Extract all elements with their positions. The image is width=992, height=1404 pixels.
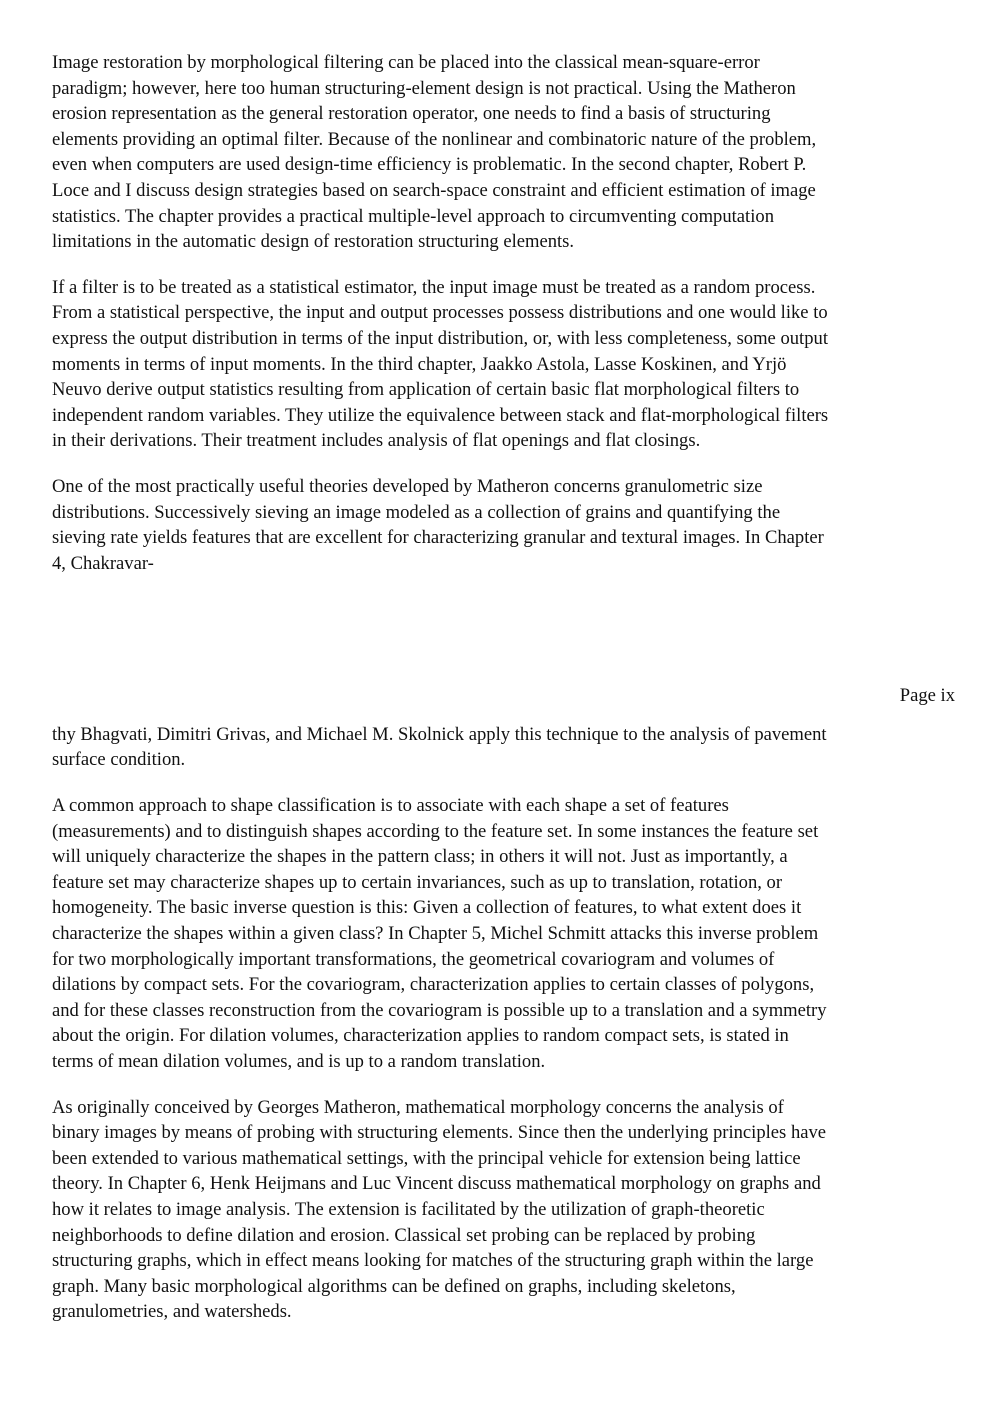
paragraph-graphs: As originally conceived by Georges Matheron, mathematical morphology concerns the analysis of binary images by means of probing with structuring elements. Since then the underlying principles have been extended to various mathematical settings, with the principal vehicle for extension being lattice theory. In Chapter 6, Henk Heijmans and Luc Vincent discuss mathematical morphology on graphs and how it relates to image analysis. The extension is facilitated by the utilization of graph-theoretic neighborhoods to define dilation and erosion. Classical set probing can be replaced by probing structuring graphs, which in effect means looking for matches of the structuring graph within the large graph. Many basic morphological algorithms can be defined on graphs, including skeletons, granulometries, and watersheds. (52, 1096, 827, 1323)
paragraph-shape-classification: A common approach to shape classification is to associate with each shape a set of features (measurements) and to distinguish shapes according to the feature set. In some instances the feature set will uniquely characterize the shapes in the pattern class; in others it will not. Just as importantly, a feature set may characterize shapes up to certain invariances, such as up to translation, rotation, or homogeneity. The basic inverse question is this: Given a collection of features, to what extent does it characterize the shapes within a given class? In Chapter 5, Michel Schmitt attacks this inverse problem for two morphologically important transformations, the geometrical covariogram and volumes of dilations by compact sets. For the covariogram, characterization applies to certain classes of polygons, and for these classes reconstruction from the covariogram is possible up to a translation and a symmetry about the origin. For dilation volumes, characterization applies to random compact sets, is stated in terms of mean dilation volumes, and is up to a random translation. (52, 795, 827, 1072)
document-page (52, 50, 955, 1345)
paragraph-restoration: Image restoration by morphological filtering can be placed into the classical mean-square-error paradigm; however, here too human structuring-element design is not practical. Using the Matheron erosion representation as the general restoration operator, one needs to find a basis of structuring elements providing an optimal filter. Because of the nonlinear and combinatoric nature of the problem, even when computers are used design-time efficiency is problematic. In the second chapter, Robert P. Loce and I discuss design strategies based on search-space constraint and efficient estimation of image statistics. The chapter provides a practical multiple-level approach to circumventing computation limitations in the automatic design of restoration structuring elements. (52, 52, 817, 253)
page-break-gap (52, 596, 952, 683)
paragraph-granulometric: One of the most practically useful theories developed by Matheron concerns granulometric size distributions. Successively sieving an image modeled as a collection of grains and quantifying the sieving rate yields features that are excellent for characterizing granular and textural images. In Chapter 4, Chakravar- (52, 475, 824, 574)
paragraph-pavement: thy Bhagvati, Dimitri Grivas, and Michael M. Skolnick apply this technique to the analysis of pavement surface condition. (52, 723, 827, 771)
paragraph-statistical-estimator: If a filter is to be treated as a statistical estimator, the input image must be treated as a random process. From a statistical perspective, the input and output processes possess distributions and one would like to express the output distribution in terms of the input distribution, or, with less completeness, some output moments in terms of input moments. In the third chapter, Jaakko Astola, Lasse Koskinen, and Yrjö Neuvo derive output statistics resulting from application of certain basic flat morphological filters to independent random variables. They utilize the equivalence between stack and flat-morphological filters in their derivations. Their treatment includes analysis of flat openings and flat closings. (52, 276, 829, 452)
page-number: Page ix (899, 685, 955, 707)
